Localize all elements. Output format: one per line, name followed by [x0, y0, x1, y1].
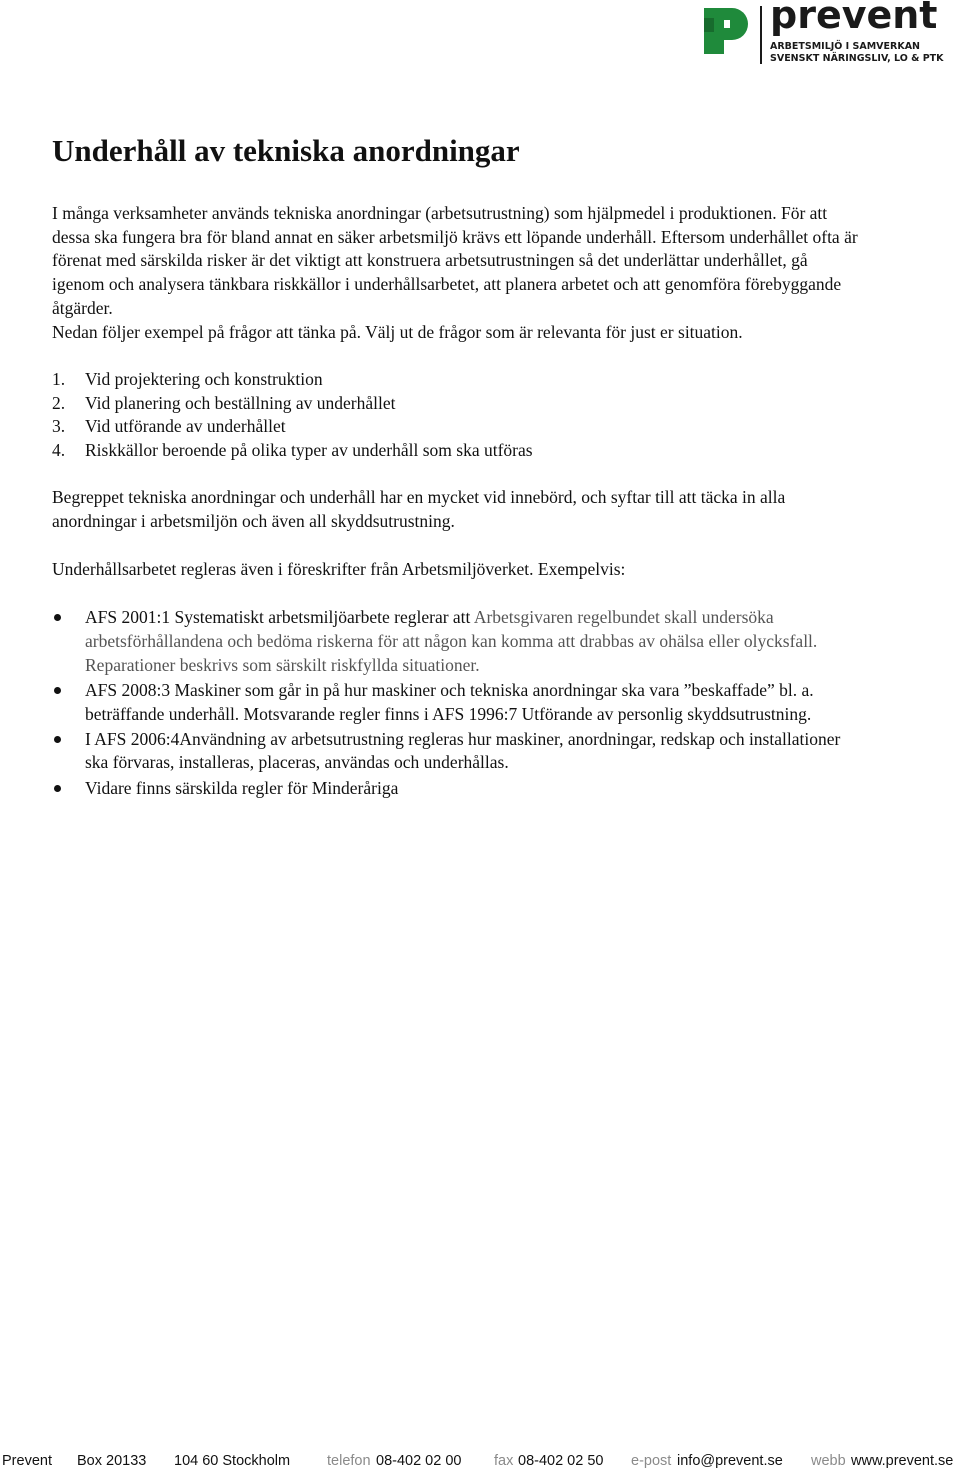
numbered-list-item	[52, 392, 862, 416]
footer-email[interactable]: info@prevent.se	[677, 1453, 783, 1469]
scope-paragraph: Begreppet tekniska anordningar och underhåll har en mycket vid innebörd, och syftar till att täcka in alla anordningar i arbetsmiljön och även all skyddsutrustning.	[52, 487, 786, 532]
page-footer	[0, 1453, 960, 1473]
regulations-bullet-list	[52, 606, 862, 800]
bullet-item-afs-2001-1	[52, 606, 862, 677]
regulations-paragraph: Underhållsarbetet regleras även i föreskrifter från Arbetsmiljöverket. Exempelvis:	[52, 558, 626, 579]
document-body	[52, 202, 862, 802]
bullet-text: I AFS 2006:4Användning av arbetsutrustning regleras hur maskiner, anordningar, redskap och installationer ska förvaras, installeras, placeras, användas och underhållas.	[85, 728, 841, 773]
list-number: 2.	[52, 392, 66, 413]
footer-org: Prevent	[2, 1453, 52, 1469]
list-item-text: Vid utförande av underhållet	[85, 416, 286, 437]
numbered-list-item	[52, 368, 862, 392]
page-title: Underhåll av tekniska anordningar	[52, 133, 520, 168]
intro-paragraph-1: I många verksamheter används tekniska anordningar (arbetsutrustning) som hjälpmedel i produktionen. För att dessa ska fungera bra för bland annat en säker arbetsmiljö krävs ett löpande underhåll. Eftersom underhållet ofta är förenat med särskilda risker är det viktigt att konstruera arbetsutrustningen så det underlättar underhållet, gå igenom och analysera tänkbara riskkällor i underhållsarbetet, att planera arbetet och att genomföra förebyggande åtgärder.	[52, 203, 858, 318]
logo-tagline-2: SVENSKT NÄRINGSLIV, LO & PTK	[770, 53, 944, 64]
bullet-icon	[54, 614, 61, 621]
intro-paragraph-2: Nedan följer exempel på frågor att tänka på. Välj ut de frågor som är relevanta för just er situation.	[52, 321, 743, 342]
bullet-item-afs-2006-4	[52, 728, 862, 775]
bullet-text: Vidare finns särskilda regler för Minderåriga	[85, 777, 399, 798]
bullet-quote-text: Arbetsgivaren regelbundet skall undersöka arbetsförhållandena och bedöma riskerna för att någon kan komma att drabbas av ohälsa eller olycksfall. Reparationer beskrivs som särskilt riskfyllda situationer.	[85, 607, 818, 675]
logo-wordmark: prevent	[770, 0, 938, 37]
list-item-text: Vid planering och beställning av underhållet	[85, 392, 396, 413]
list-item-text: Vid projektering och konstruktion	[85, 368, 323, 389]
footer-fax-label: fax	[494, 1453, 514, 1469]
numbered-list	[52, 368, 862, 463]
list-number: 4.	[52, 440, 66, 461]
bullet-item-afs-2008-3	[52, 679, 862, 726]
bullet-text: AFS 2008:3 Maskiner som går in på hur maskiner och tekniska anordningar ska vara ”beskaffade” bl. a. beträffande underhåll. Motsvarande regler finns i AFS 1996:7 Utförande av personlig skyddsutrustning.	[85, 679, 814, 724]
footer-web[interactable]: www.prevent.se	[851, 1453, 954, 1469]
footer-phone-label: telefon	[327, 1453, 371, 1469]
logo-tagline-1: ARBETSMILJÖ I SAMVERKAN	[770, 41, 920, 52]
bullet-icon	[54, 687, 61, 694]
numbered-list-item	[52, 415, 862, 439]
footer-web-label: webb	[811, 1453, 846, 1469]
prevent-logo-icon	[704, 8, 748, 54]
bullet-icon	[54, 736, 61, 743]
list-number: 1.	[52, 368, 66, 389]
footer-box: Box 20133	[77, 1453, 147, 1469]
numbered-list-item	[52, 439, 862, 463]
bullet-icon	[54, 785, 61, 792]
list-item-text: Riskkällor beroende på olika typer av underhåll som ska utföras	[85, 440, 533, 461]
bullet-item-minderariga	[52, 777, 862, 801]
footer-fax: 08-402 02 50	[518, 1453, 604, 1469]
bullet-text: AFS 2001:1 Systematiskt arbetsmiljöarbete reglerar att	[85, 607, 474, 628]
footer-email-label: e-post	[631, 1453, 672, 1469]
prevent-logo	[704, 0, 956, 66]
logo-divider	[760, 6, 762, 64]
list-number: 3.	[52, 416, 66, 437]
footer-city: 104 60 Stockholm	[174, 1453, 291, 1469]
footer-phone: 08-402 02 00	[376, 1453, 462, 1469]
